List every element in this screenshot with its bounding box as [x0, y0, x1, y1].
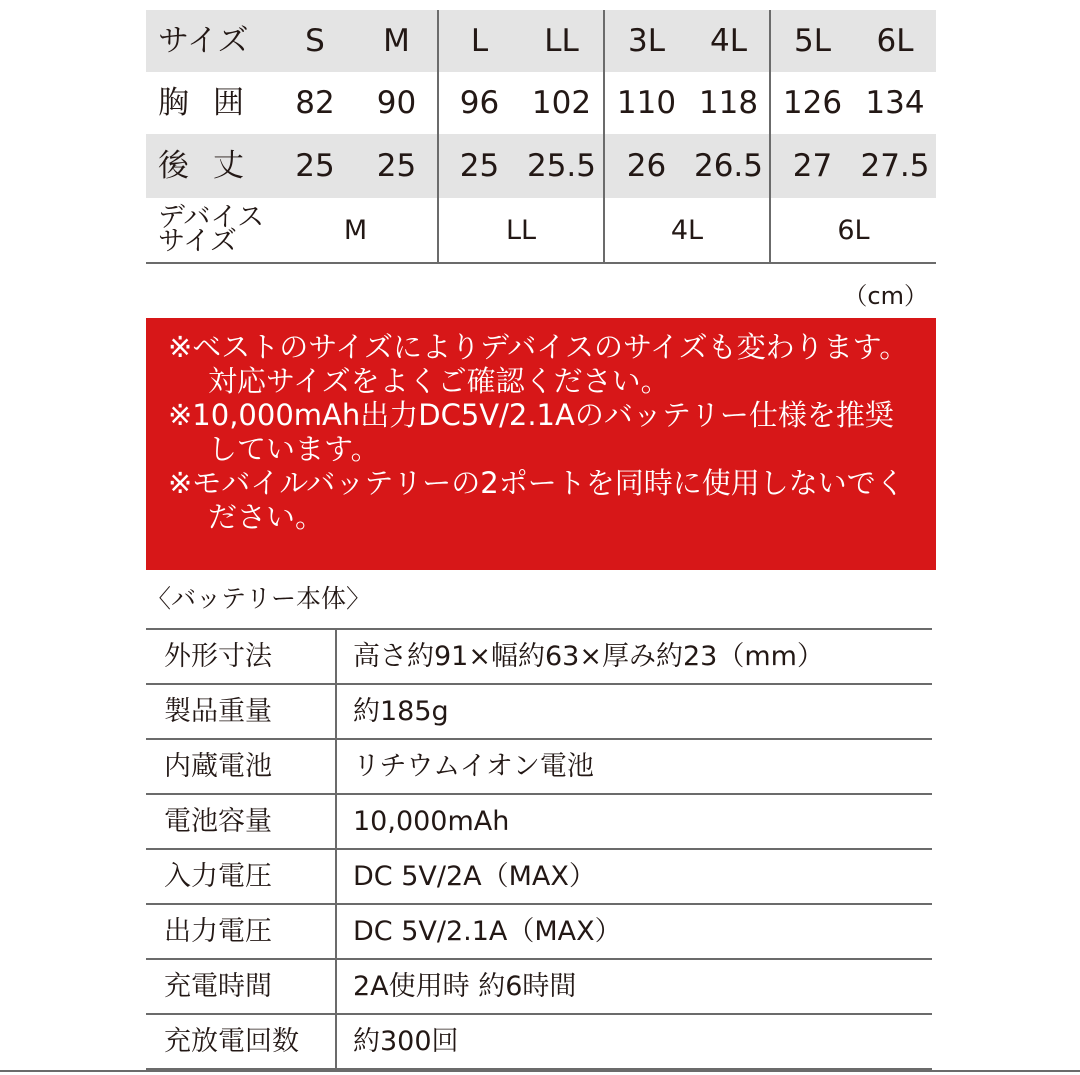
spec-value: 高さ約91×幅約63×厚み約23（mm）	[336, 629, 932, 684]
spec-label: 外形寸法	[146, 629, 336, 684]
back-length-cell: 25.5	[520, 134, 604, 198]
chest-cell: 90	[356, 72, 438, 134]
size-cell: S	[274, 10, 356, 72]
device-label-line2: サイズ	[158, 226, 237, 257]
device-size-row	[146, 198, 936, 263]
chest-cell: 102	[520, 72, 604, 134]
size-row	[146, 10, 936, 72]
back-length-cell: 25	[356, 134, 438, 198]
table-row	[146, 629, 932, 684]
spec-value: 10,000mAh	[336, 794, 932, 849]
spec-label: 製品重量	[146, 684, 336, 739]
back-length-cell: 27	[770, 134, 854, 198]
table-row	[146, 849, 932, 904]
spec-label: 出力電圧	[146, 904, 336, 959]
notice-note: ※10,000mAh出力DC5V/2.1Aのバッテリー仕様を推奨しています。	[168, 398, 894, 466]
device-label-line1: デバイス	[158, 202, 265, 233]
table-row	[146, 959, 932, 1014]
spec-label: 充放電回数	[146, 1014, 336, 1069]
size-cell: L	[438, 10, 520, 72]
back-length-cell: 25	[438, 134, 520, 198]
back-length-label: 後丈	[146, 134, 274, 198]
table-row	[146, 739, 932, 794]
back-length-cell: 27.5	[854, 134, 936, 198]
device-size-cell: 4L	[604, 198, 770, 263]
back-length-row	[146, 134, 936, 198]
device-size-cell: LL	[438, 198, 604, 263]
spec-value: 2A使用時 約6時間	[336, 959, 932, 1014]
chest-label: 胸囲	[146, 72, 274, 134]
back-length-cell: 26	[604, 134, 688, 198]
size-cell: 3L	[604, 10, 688, 72]
table-row	[146, 684, 932, 739]
table-row	[146, 1014, 932, 1069]
size-cell: M	[356, 10, 438, 72]
spec-value: リチウムイオン電池	[336, 739, 932, 794]
spec-value: 約185g	[336, 684, 932, 739]
notice-note: ※ベストのサイズによりデバイスのサイズも変わります。対応サイズをよくご確認ください。	[168, 330, 909, 398]
spec-value: DC 5V/2.1A（MAX）	[336, 904, 932, 959]
unit-label: （cm）	[843, 282, 928, 310]
table-row	[146, 794, 932, 849]
spec-value: 約300回	[336, 1014, 932, 1069]
size-cell: LL	[520, 10, 604, 72]
spec-label: 内蔵電池	[146, 739, 336, 794]
back-length-cell: 26.5	[688, 134, 770, 198]
size-cell: 6L	[854, 10, 936, 72]
chest-cell: 82	[274, 72, 356, 134]
chest-cell: 110	[604, 72, 688, 134]
spec-label: 充電時間	[146, 959, 336, 1014]
spec-label: 入力電圧	[146, 849, 336, 904]
spec-label: 電池容量	[146, 794, 336, 849]
table-row	[146, 904, 932, 959]
chest-cell: 118	[688, 72, 770, 134]
chest-cell: 134	[854, 72, 936, 134]
chest-cell: 96	[438, 72, 520, 134]
bottom-divider	[0, 1070, 1080, 1072]
battery-spec-table	[146, 628, 932, 1070]
spec-value: DC 5V/2A（MAX）	[336, 849, 932, 904]
size-label: サイズ	[146, 10, 274, 72]
size-cell: 5L	[770, 10, 854, 72]
battery-section-title: 〈バッテリー本体〉	[146, 584, 372, 613]
chest-cell: 126	[770, 72, 854, 134]
device-size-label	[146, 198, 274, 263]
notice-note: ※モバイルバッテリーの2ポートを同時に使用しないでください。	[168, 466, 905, 534]
back-length-cell: 25	[274, 134, 356, 198]
chest-row	[146, 72, 936, 134]
device-size-cell: M	[274, 198, 438, 263]
device-size-cell: 6L	[770, 198, 936, 263]
notice-box	[146, 318, 936, 570]
size-cell: 4L	[688, 10, 770, 72]
size-table	[146, 10, 936, 264]
